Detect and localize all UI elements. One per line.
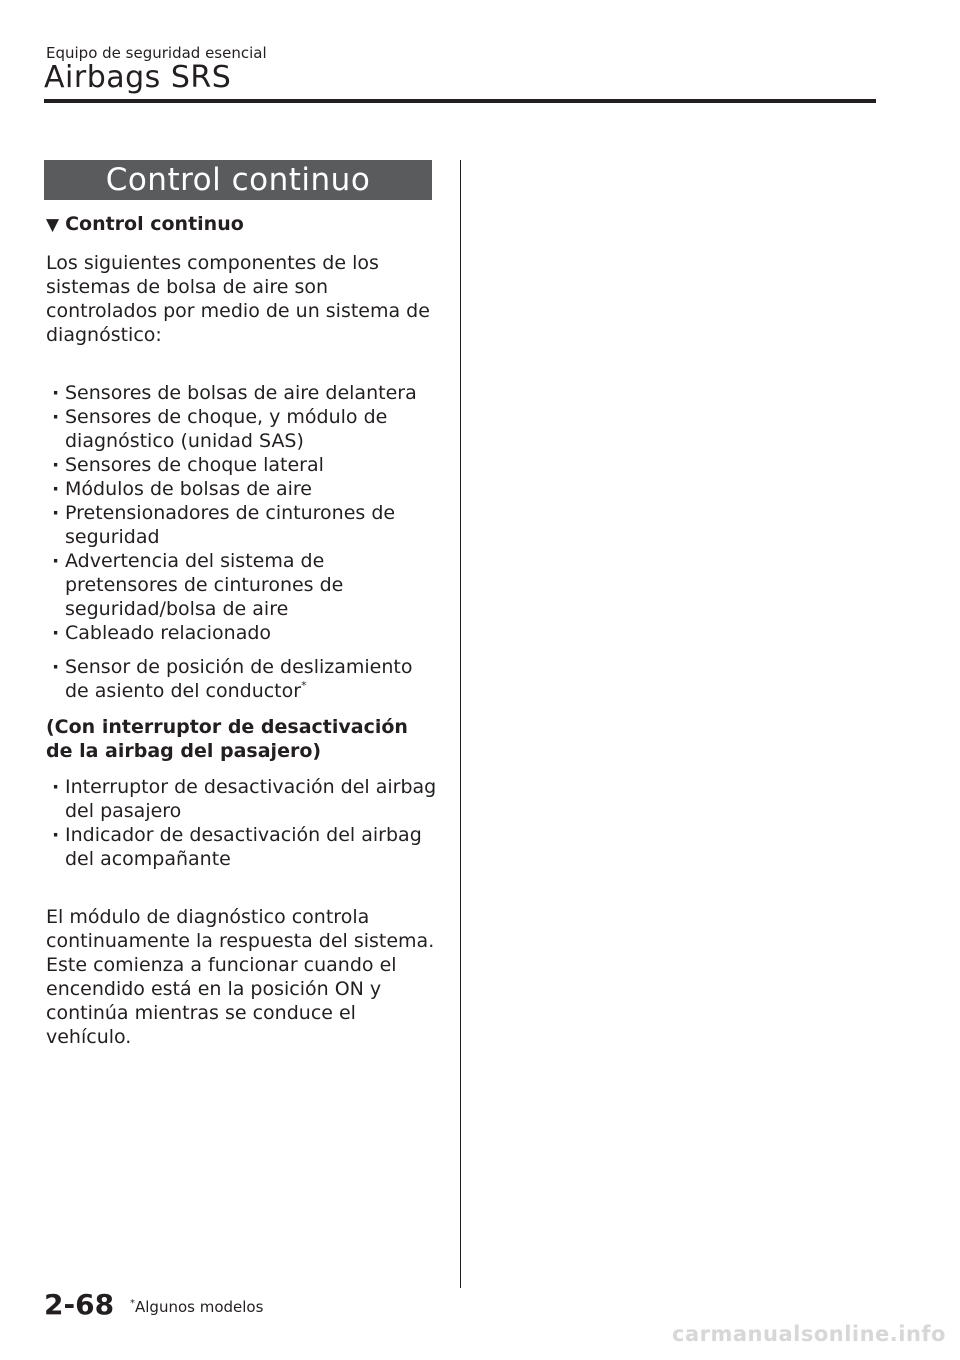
triangle-down-icon: ▼ (46, 215, 60, 235)
list-item: · Sensores de choque, y módulo de diagnóstico (unidad SAS) (46, 405, 438, 453)
header-rule (44, 99, 876, 103)
list-item: · Módulos de bolsas de aire (46, 477, 438, 501)
condition-heading: (Con interruptor de desactivación de la airbag del pasajero) (46, 716, 408, 762)
list-item: · Sensores de bolsas de aire delantera (46, 381, 438, 405)
footnote-text: Algunos modelos (135, 1298, 264, 1316)
seat-sensor-list (46, 655, 438, 703)
list-item: · Sensores de choque lateral (46, 453, 438, 477)
page-number: 2-68 (44, 1288, 115, 1321)
page-title: Airbags SRS (44, 60, 232, 95)
list-item: · Cableado relacionado (46, 621, 438, 645)
closing-paragraph: El módulo de diagnóstico controla continuamente la respuesta del sistema. Este comienza a funcionar cuando el encendido está en la posición ON y continúa mientras se conduce el vehículo. (46, 906, 435, 1048)
section-banner (44, 160, 432, 200)
left-column (46, 212, 438, 1049)
watermark: carmanualsonline.info (672, 1322, 946, 1346)
list-item: · Pretensionadores de cinturones de seguridad (46, 501, 438, 549)
subheading-label: Control continuo (65, 213, 244, 235)
subheading (46, 212, 438, 237)
list-item: · Advertencia del sistema de pretensores de cinturones de seguridad/bolsa de aire (46, 549, 438, 621)
passenger-switch-list (46, 775, 438, 871)
header-category: Equipo de seguridad esencial (46, 44, 267, 62)
section-banner-label: Control continuo (105, 162, 371, 198)
list-item: · Indicador de desactivación del airbag del acompañante (46, 823, 438, 871)
footnote-asterisk: * (301, 679, 307, 692)
column-divider (460, 160, 461, 1288)
footnote (130, 1298, 263, 1316)
intro-paragraph: Los siguientes componentes de los sistemas de bolsa de aire son controlados por medio de un sistema de diagnóstico: (46, 252, 430, 346)
list-item (46, 655, 438, 703)
component-list (46, 381, 438, 645)
footnote-mark: * (130, 1298, 135, 1309)
list-item: · Interruptor de desactivación del airbag del pasajero (46, 775, 438, 823)
list-item-text: Sensor de posición de deslizamiento de asiento del conductor (65, 656, 413, 702)
